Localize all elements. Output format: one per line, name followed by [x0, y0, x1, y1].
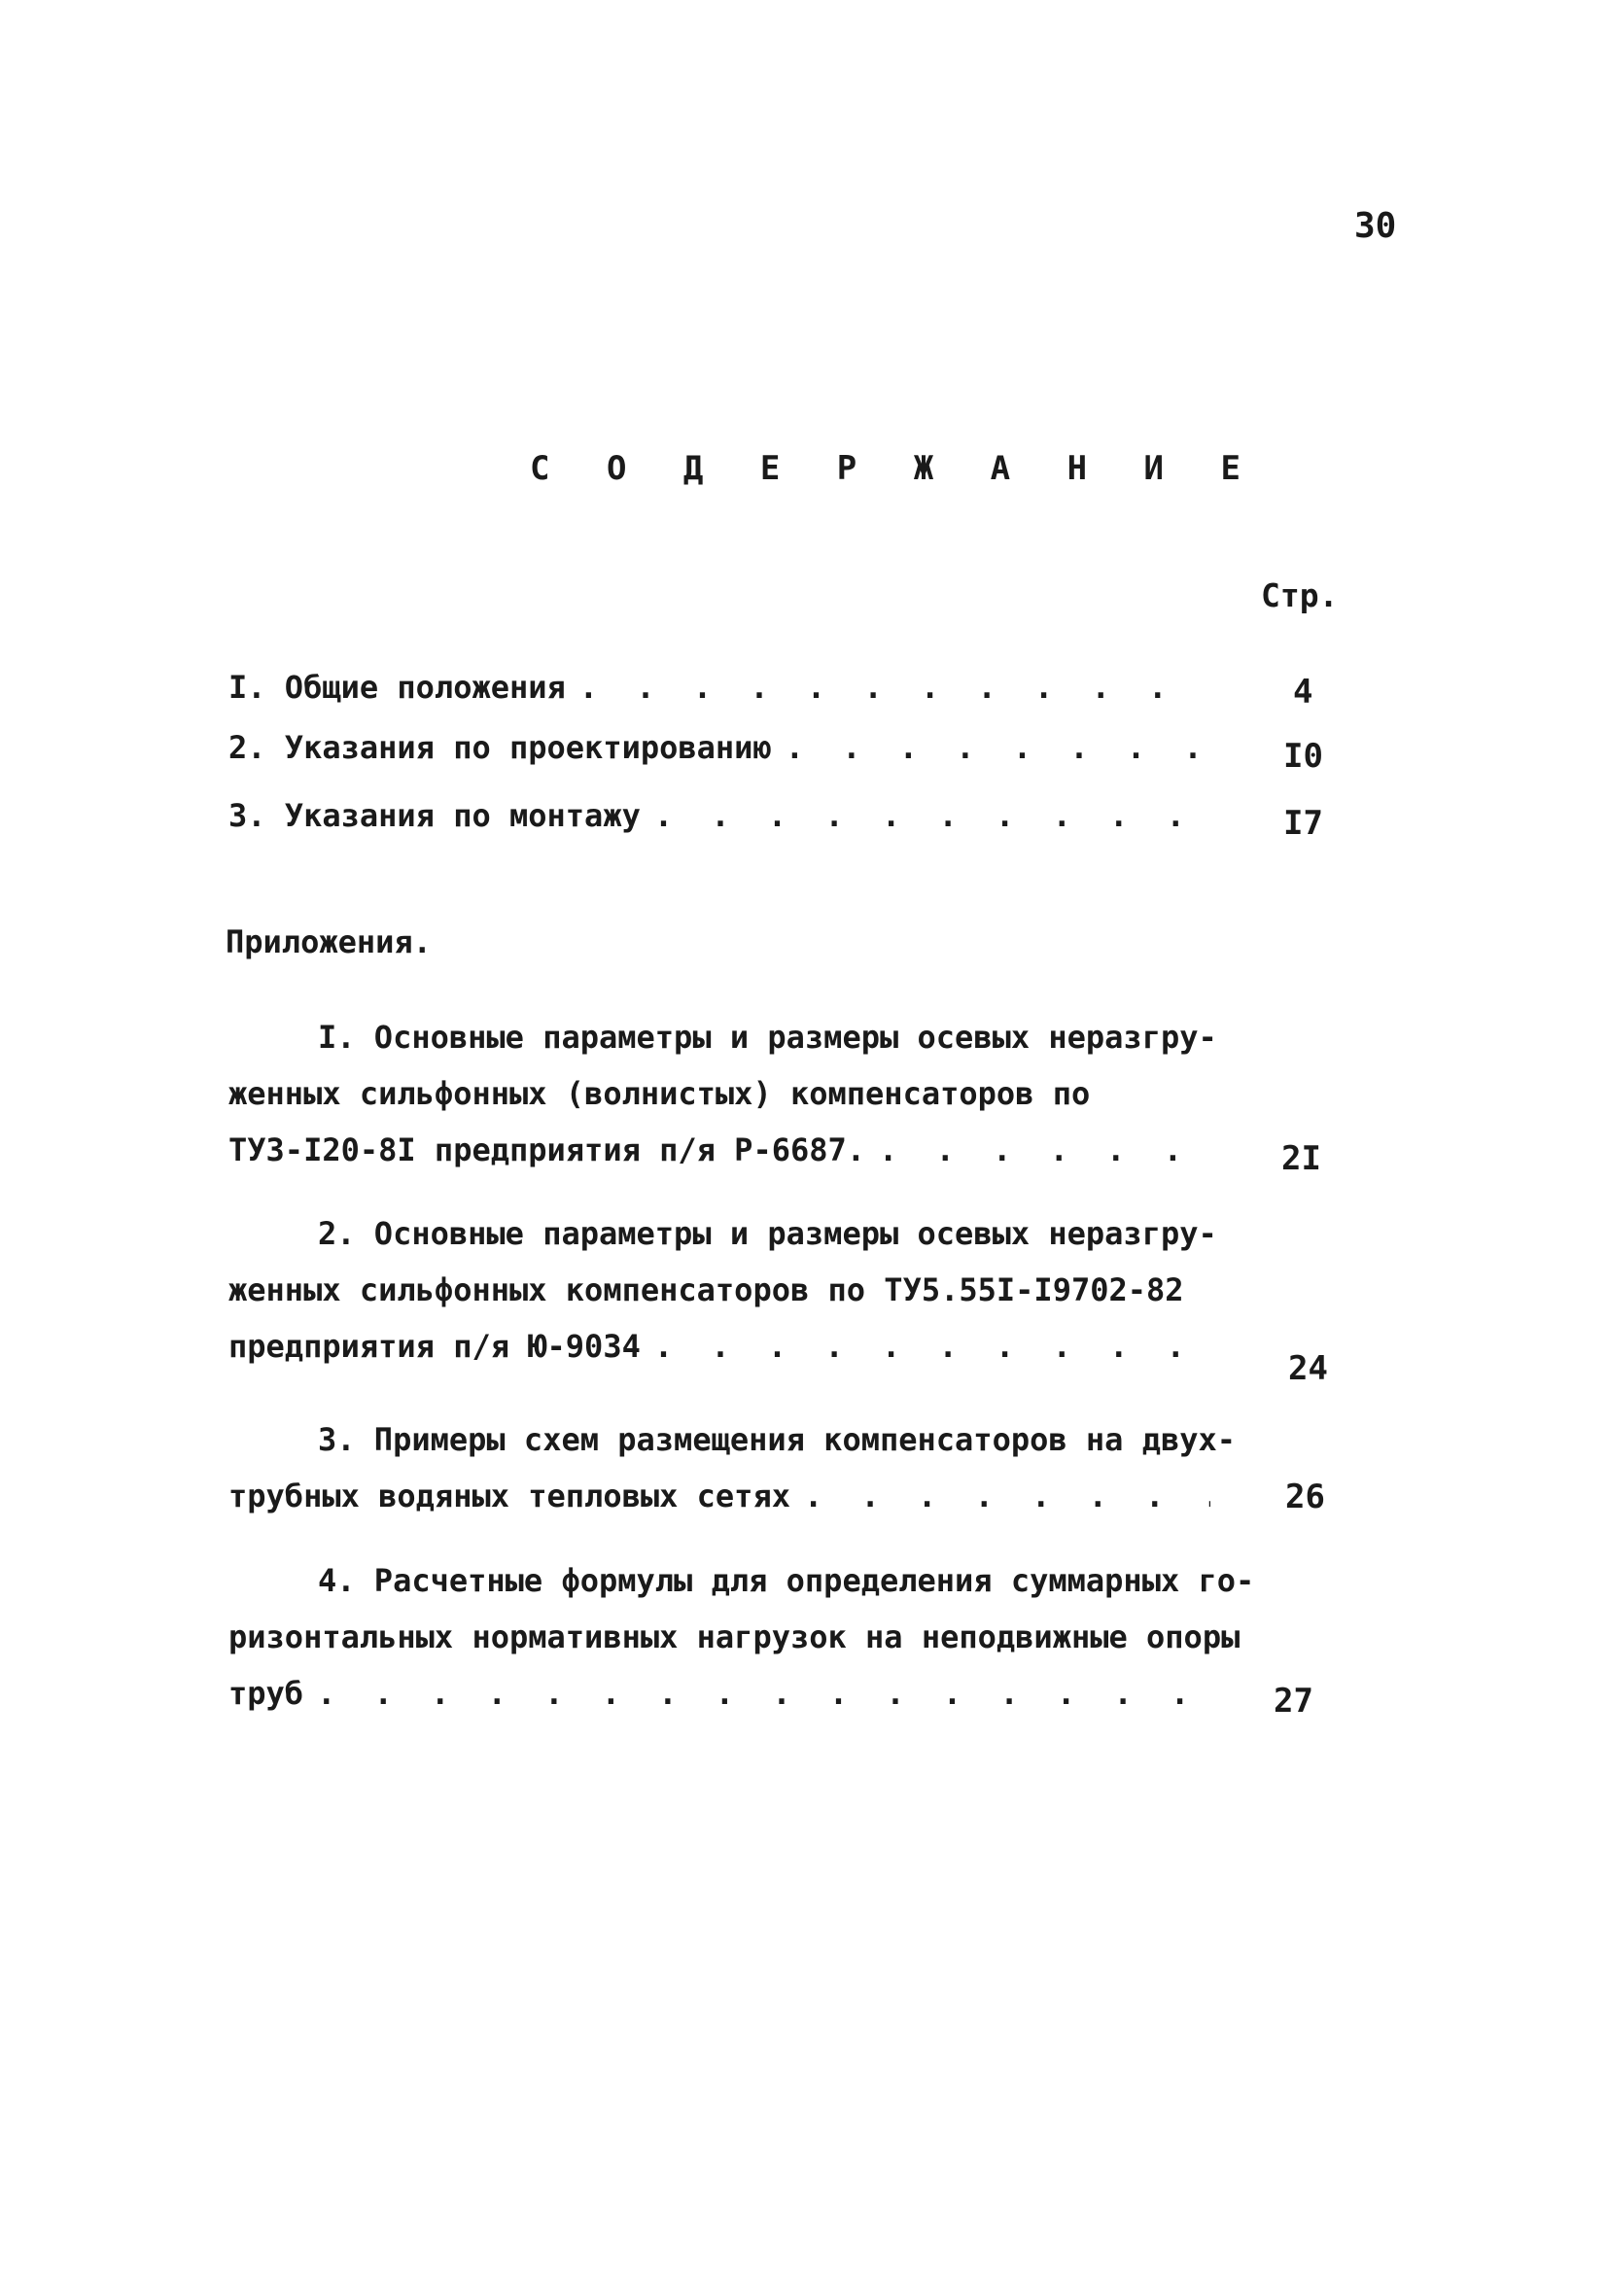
toc-entry-label: 2. Указания по проектированию — [228, 729, 772, 766]
leader-dots — [772, 719, 1210, 776]
appendix-line: ризонтальных нормативных нагрузок на неподвижные опоры — [228, 1618, 1241, 1655]
toc-entry-label: 3. Указания по монтажу — [228, 797, 641, 834]
appendix-entry-2 — [228, 1205, 1298, 1374]
leader-dots — [641, 1318, 1210, 1374]
toc-entry-2 — [228, 719, 1298, 776]
toc-entry-label: I. Общие положения — [228, 669, 566, 706]
document-title: С О Д Е Р Ж А Н И Е — [530, 449, 1259, 488]
appendix-line: 2. Основные параметры и размеры осевых неразгру- — [318, 1215, 1217, 1252]
appendix-line: предприятия п/я Ю-9034 — [228, 1328, 641, 1365]
toc-entry-1 — [228, 659, 1298, 715]
leader-dots — [865, 1122, 1210, 1178]
appendix-entry-page: 26 — [1285, 1478, 1325, 1516]
leader-dots — [641, 787, 1210, 844]
toc-entry-page: I0 — [1283, 737, 1323, 776]
appendix-entry-page: 27 — [1274, 1682, 1313, 1721]
page-column-label: Стр. — [1261, 576, 1339, 614]
toc-entry-page: 4 — [1293, 673, 1313, 712]
leader-dots — [303, 1665, 1210, 1722]
appendix-entry-page: 2I — [1281, 1139, 1321, 1178]
appendix-entry-1 — [228, 1009, 1298, 1178]
appendix-line: ТУЗ-I20-8I предприятия п/я Р-6687. — [228, 1131, 866, 1168]
toc-entry-page: I7 — [1283, 804, 1323, 843]
appendix-line: женных сильфонных (волнистых) компенсаторов по — [228, 1075, 1091, 1112]
leader-dots — [790, 1468, 1210, 1524]
toc-entry-3 — [228, 787, 1298, 844]
appendix-line: 3. Примеры схем размещения компенсаторов на двух- — [318, 1421, 1237, 1458]
appendix-heading: Приложения. — [226, 923, 432, 960]
appendix-entry-page: 24 — [1288, 1349, 1328, 1388]
page-number: 30 — [1354, 206, 1397, 246]
appendix-entry-4 — [228, 1552, 1298, 1722]
appendix-line: 4. Расчетные формулы для определения суммарных го- — [318, 1562, 1255, 1599]
appendix-entry-3 — [228, 1411, 1298, 1524]
leader-dots — [566, 659, 1210, 715]
appendix-line: I. Основные параметры и размеры осевых неразгру- — [318, 1019, 1217, 1056]
appendix-line: труб — [228, 1675, 304, 1712]
appendix-line: трубных водяных тепловых сетях — [228, 1478, 790, 1514]
appendix-line: женных сильфонных компенсаторов по ТУ5.55I-I9702-82 — [228, 1271, 1184, 1308]
